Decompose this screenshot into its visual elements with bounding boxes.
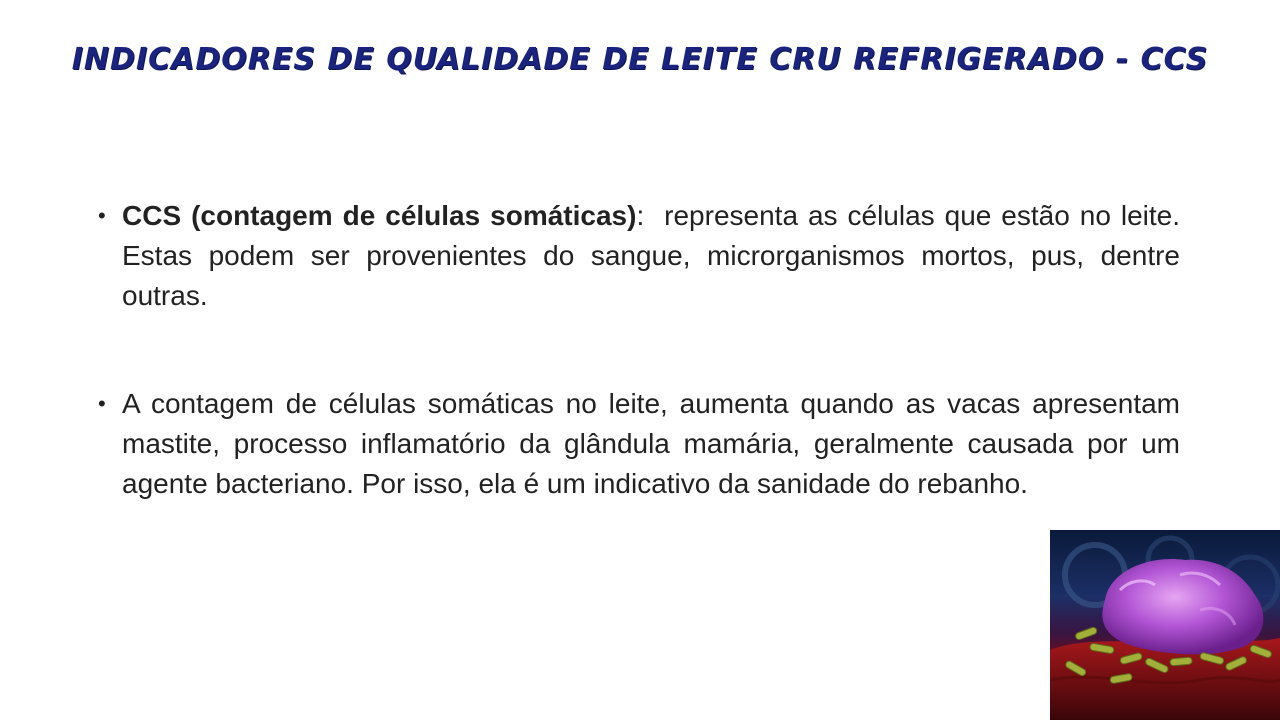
bullet-list	[96, 196, 1188, 504]
bullet-dot-icon: •	[98, 391, 106, 416]
bullet-text: A contagem de células somáticas no leite, aumenta quando as vacas apresentam mastite, processo inflamatório da glândula mamária, geralmente causada por um agente bacteriano. Por isso, ela é um indicativo da sanidade do rebanho.	[122, 388, 1180, 499]
bullet-dot-icon: •	[98, 203, 106, 228]
slide-title: INDICADORES DE QUALIDADE DE LEITE CRU REFRIGERADO - CCS	[71, 42, 1209, 77]
bullet-ccs-definition	[96, 196, 1188, 316]
bullet-text: representa as células que estão no leite. Estas podem ser provenientes do sangue, microrganismos mortos, pus, dentre outras.	[122, 200, 1188, 311]
bullet-mastite	[96, 384, 1180, 504]
bullet-term: CCS (contagem de células somáticas)	[122, 200, 637, 231]
bullet-separator: :	[636, 200, 645, 231]
somatic-cell-micrograph-image	[1050, 530, 1280, 720]
